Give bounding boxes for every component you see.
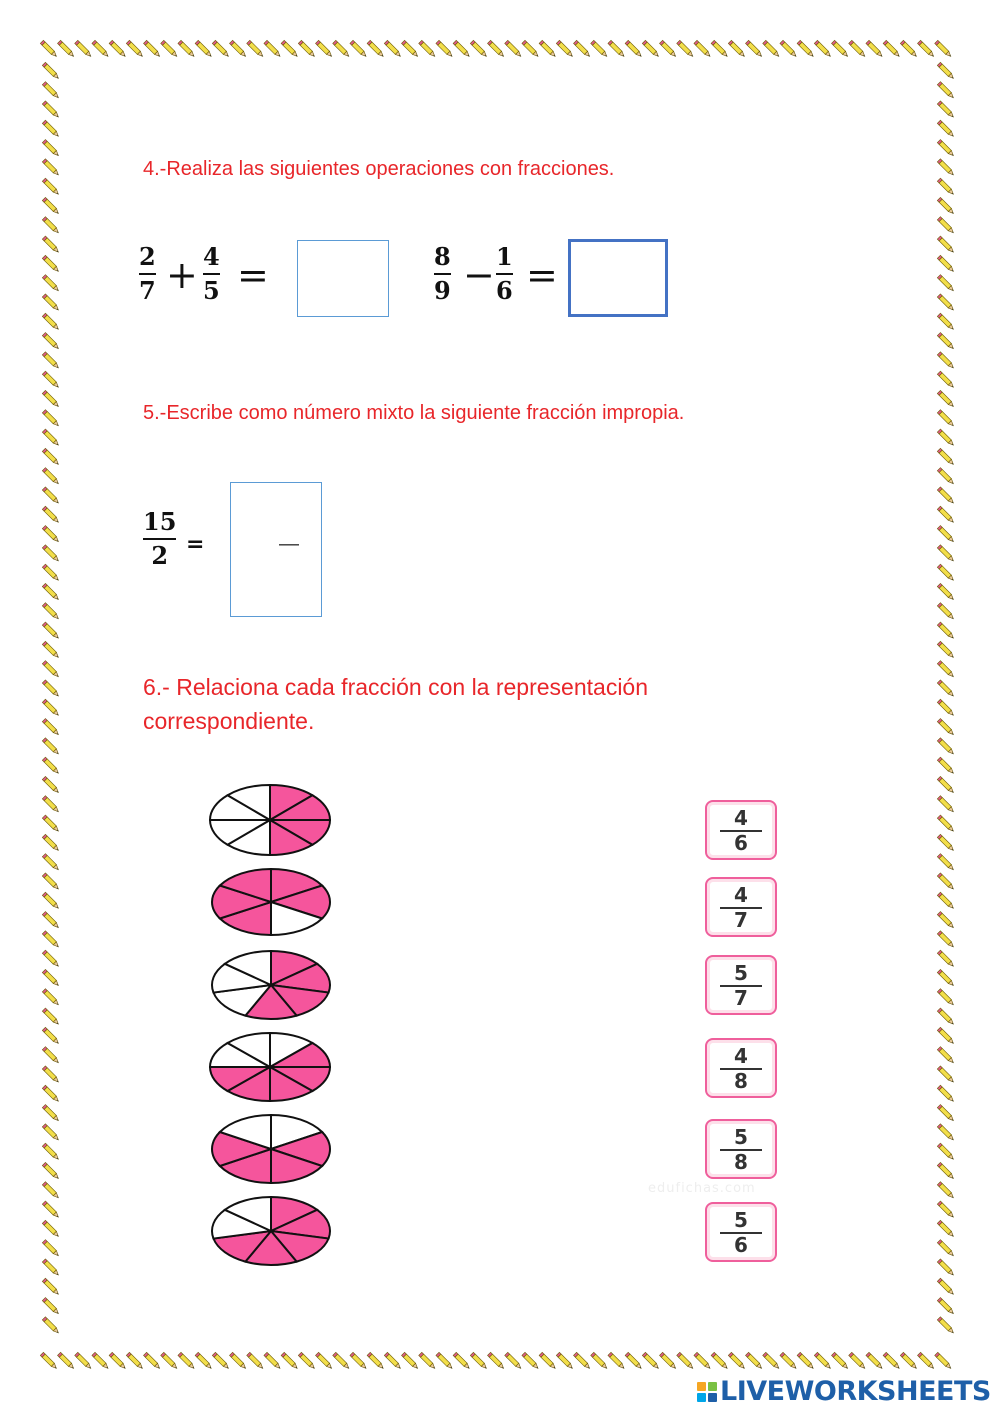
pencil-icon [419,40,437,58]
pencil-icon [42,506,60,524]
pencil-icon [937,1162,955,1180]
pencil-icon [247,1352,265,1370]
pencil-icon [195,1352,213,1370]
fraction-card-5-8[interactable]: 5 8 [705,1119,777,1179]
pencil-icon [42,1201,60,1219]
pencil-icon [937,197,955,215]
fraction-card-4-7[interactable]: 4 7 [705,877,777,937]
pencil-icon [58,1352,76,1370]
pencil-icon [937,1220,955,1238]
pencil-icon [42,603,60,621]
pencil-icon [556,1352,574,1370]
pencil-icon [42,1085,60,1103]
pencil-icon [367,40,385,58]
pencil-icon [937,545,955,563]
pencil-icon [42,62,60,80]
answer-box-difference[interactable] [568,239,668,317]
pencil-icon [937,757,955,775]
pencil-icon [42,641,60,659]
pencil-icon [797,40,815,58]
pencil-icon [937,487,955,505]
fraction-card-4-8[interactable]: 4 8 [705,1038,777,1098]
pencil-icon [574,1352,592,1370]
pencil-icon [642,40,660,58]
pencil-icon [660,1352,678,1370]
pencil-icon [937,989,955,1007]
plus-sign: + [166,253,198,297]
liveworksheets-logo[interactable] [697,1376,991,1407]
pencil-icon [642,1352,660,1370]
pencil-icon [42,448,60,466]
pencil-icon [316,40,334,58]
pencil-icon [937,1047,955,1065]
pencil-icon [42,1317,60,1335]
pencil-icon [937,448,955,466]
pencil-icon [42,217,60,235]
pencil-icon [937,719,955,737]
pencil-icon [42,101,60,119]
pencil-icon [42,526,60,544]
pencil-icon [42,854,60,872]
pencil-icon [937,854,955,872]
pencil-icon [42,912,60,930]
pencil-icon [937,641,955,659]
pencil-icon [367,1352,385,1370]
pencil-icon [937,680,955,698]
instruction-5: 5.-Escribe como número mixto la siguiente fracción impropia. [143,402,685,424]
pencil-icon [625,40,643,58]
pencil-icon [937,1143,955,1161]
pencil-icon [937,526,955,544]
pencil-icon [711,40,729,58]
pencil-icon [42,892,60,910]
pencil-icon [900,1352,918,1370]
pencil-icon [522,40,540,58]
pencil-icon [937,603,955,621]
equals-sign: = [186,532,205,557]
pencil-icon [937,564,955,582]
fraction-1-6: 1 6 [496,242,513,305]
pencil-icon [937,506,955,524]
pencil-icon [42,796,60,814]
pencil-icon [42,178,60,196]
pencil-icon [937,236,955,254]
pencil-icon [608,1352,626,1370]
pencil-icon [264,40,282,58]
pencil-icon [763,1352,781,1370]
pencil-icon [42,159,60,177]
pencil-icon [92,40,110,58]
pencil-icon [937,931,955,949]
pencil-icon [937,120,955,138]
pencil-icon [281,40,299,58]
pencil-icon [126,1352,144,1370]
pencil-icon [937,101,955,119]
pencil-icon [797,1352,815,1370]
pencil-icon [900,40,918,58]
pencil-icon [402,40,420,58]
pencil-icon [42,1105,60,1123]
pie-chart-1[interactable] [208,783,332,857]
pencil-icon [937,950,955,968]
fraction-15-2: 15 2 [143,507,177,570]
equals-sign: = [237,253,269,297]
pencil-icon [298,40,316,58]
pencil-icon [453,1352,471,1370]
pencil-icon [42,661,60,679]
pencil-icon [161,40,179,58]
fraction-line: — [279,533,299,555]
pencil-icon [350,1352,368,1370]
pencil-icon [832,1352,850,1370]
pencil-icon [625,1352,643,1370]
pencil-icon [42,82,60,100]
pencil-icon [937,178,955,196]
pencil-icon [937,62,955,80]
pencil-icon [419,1352,437,1370]
pencil-icon [937,333,955,351]
pencil-icon [42,1143,60,1161]
pencil-icon [436,1352,454,1370]
pencil-icon [937,468,955,486]
pencil-icon [230,40,248,58]
pencil-icon [849,40,867,58]
pencil-icon [42,1298,60,1316]
pencil-icon [40,1352,58,1370]
pencil-icon [780,40,798,58]
pencil-icon [42,1008,60,1026]
pencil-icon [937,390,955,408]
pencil-icon [488,40,506,58]
fraction-4-5: 4 5 [203,242,220,305]
pencil-icon [42,1066,60,1084]
pencil-icon [42,873,60,891]
pencil-icon [814,1352,832,1370]
pencil-icon [42,834,60,852]
pencil-icon [937,1124,955,1142]
pencil-icon [42,140,60,158]
pencil-icon [384,1352,402,1370]
pencil-icon [42,757,60,775]
pencil-icon [814,40,832,58]
pencil-icon [75,40,93,58]
pencil-icon [281,1352,299,1370]
pencil-icon [918,40,936,58]
pencil-icon [937,159,955,177]
pencil-icon [728,1352,746,1370]
pencil-icon [937,661,955,679]
pencil-icon [522,1352,540,1370]
pencil-icon [453,40,471,58]
pencil-icon [42,719,60,737]
pencil-icon [195,40,213,58]
pencil-icon [780,1352,798,1370]
answer-box-mixed-number[interactable] [230,482,322,617]
pencil-icon [935,1352,953,1370]
pencil-icon [42,564,60,582]
pencil-icon [937,1298,955,1316]
pencil-icon [937,699,955,717]
pencil-icon [42,120,60,138]
pencil-icon [436,40,454,58]
pencil-icon [264,1352,282,1370]
pencil-icon [883,1352,901,1370]
pencil-icon [677,40,695,58]
pencil-icon [591,40,609,58]
pie-chart-5[interactable] [210,1113,332,1185]
pencil-icon [298,1352,316,1370]
pencil-icon [230,1352,248,1370]
pencil-icon [918,1352,936,1370]
pencil-icon [247,40,265,58]
pencil-icon [470,1352,488,1370]
pencil-icon [937,429,955,447]
fraction-8-9: 8 9 [434,242,451,305]
pencil-icon [42,815,60,833]
pie-chart-6[interactable] [210,1195,332,1267]
pencil-icon [42,969,60,987]
pencil-icon [42,1278,60,1296]
pencil-icon [488,1352,506,1370]
pencil-icon [937,1201,955,1219]
pencil-icon [866,1352,884,1370]
pencil-icon [402,1352,420,1370]
pencil-icon [832,40,850,58]
pencil-icon [937,1182,955,1200]
pencil-icon [333,40,351,58]
pencil-icon [937,1278,955,1296]
pencil-icon [937,255,955,273]
pencil-icon [937,834,955,852]
pencil-icon [42,738,60,756]
pencil-icon [937,1066,955,1084]
pencil-icon [178,40,196,58]
pencil-icon [694,1352,712,1370]
pencil-icon [937,371,955,389]
pencil-icon [937,1105,955,1123]
pencil-icon [591,1352,609,1370]
pencil-icon [470,40,488,58]
pencil-icon [42,333,60,351]
pie-chart-3[interactable] [210,949,332,1021]
pencil-icon [333,1352,351,1370]
pie-chart-4[interactable] [208,1031,332,1103]
fraction-2-7: 2 7 [139,242,156,305]
pencil-icon [937,583,955,601]
pencil-icon [316,1352,334,1370]
pencil-icon [505,1352,523,1370]
pencil-icon [126,40,144,58]
pencil-icon [937,969,955,987]
pencil-icon [92,1352,110,1370]
pencil-icon [144,40,162,58]
pencil-icon [42,236,60,254]
answer-box-sum[interactable] [297,240,389,317]
pencil-icon [937,776,955,794]
pencil-icon [384,40,402,58]
pencil-icon [109,40,127,58]
pencil-icon [42,1240,60,1258]
pencil-icon [711,1352,729,1370]
fraction-card-5-6[interactable]: 5 6 [705,1202,777,1262]
pencil-icon [42,1182,60,1200]
pencil-icon [42,776,60,794]
pencil-icon [42,583,60,601]
pencil-icon [937,873,955,891]
pencil-icon [212,1352,230,1370]
pencil-icon [746,1352,764,1370]
pencil-icon [42,1220,60,1238]
pencil-icon [42,313,60,331]
pencil-icon [937,1240,955,1258]
pencil-icon [42,390,60,408]
pencil-icon [937,410,955,428]
pencil-icon [42,468,60,486]
pencil-icon [746,40,764,58]
minus-sign: − [463,253,495,297]
pencil-icon [937,1317,955,1335]
pencil-icon [42,197,60,215]
pencil-icon [937,796,955,814]
brand-name: LIVEWORKSHEETS [720,1376,991,1407]
equals-sign: = [526,253,558,297]
pencil-icon [42,989,60,1007]
pencil-icon [42,275,60,293]
pencil-icon [866,40,884,58]
pencil-icon [937,1259,955,1277]
pencil-icon [42,294,60,312]
pencil-icon [42,1047,60,1065]
pencil-icon [505,40,523,58]
pencil-icon [763,40,781,58]
pencil-icon [937,82,955,100]
pencil-icon [42,429,60,447]
pencil-icon [937,217,955,235]
pencil-icon [694,40,712,58]
pencil-icon [937,140,955,158]
pencil-icon [42,950,60,968]
pencil-icon [42,410,60,428]
instruction-6: 6.- Relaciona cada fracción con la representación correspondiente. [143,674,649,734]
logo-icon [697,1382,717,1402]
fraction-card-4-6[interactable]: 4 6 [705,800,777,860]
pencil-icon [660,40,678,58]
pencil-icon [42,1124,60,1142]
pencil-icon [937,275,955,293]
pencil-icon [937,1085,955,1103]
pencil-icon [109,1352,127,1370]
pencil-icon [937,912,955,930]
pencil-icon [161,1352,179,1370]
instruction-4: 4.-Realiza las siguientes operaciones con fracciones. [143,158,615,180]
fraction-card-5-7[interactable]: 5 7 [705,955,777,1015]
pencil-icon [937,1027,955,1045]
pencil-icon [677,1352,695,1370]
pie-chart-2[interactable] [210,867,332,937]
pencil-icon [937,738,955,756]
pencil-icon [42,1162,60,1180]
pencil-icon [42,255,60,273]
pencil-icon [937,892,955,910]
pencil-icon [42,371,60,389]
pencil-icon [608,40,626,58]
pencil-icon [58,40,76,58]
pencil-icon [212,40,230,58]
pencil-icon [539,40,557,58]
pencil-icon [178,1352,196,1370]
pencil-icon [350,40,368,58]
pencil-icon [75,1352,93,1370]
pencil-icon [937,313,955,331]
pencil-icon [42,699,60,717]
pencil-icon [42,622,60,640]
pencil-icon [40,40,58,58]
pencil-icon [539,1352,557,1370]
pencil-icon [849,1352,867,1370]
pencil-icon [574,40,592,58]
pencil-icon [937,352,955,370]
pencil-icon [937,294,955,312]
pencil-icon [42,352,60,370]
pencil-icon [883,40,901,58]
pencil-icon [42,545,60,563]
watermark: edufichas.com [648,1181,756,1196]
pencil-icon [728,40,746,58]
pencil-icon [144,1352,162,1370]
pencil-icon [935,40,953,58]
pencil-icon [556,40,574,58]
pencil-icon [42,1259,60,1277]
pencil-icon [937,815,955,833]
pencil-icon [42,931,60,949]
pencil-icon [42,487,60,505]
pencil-icon [42,680,60,698]
pencil-icon [42,1027,60,1045]
pencil-icon [937,1008,955,1026]
pencil-icon [937,622,955,640]
